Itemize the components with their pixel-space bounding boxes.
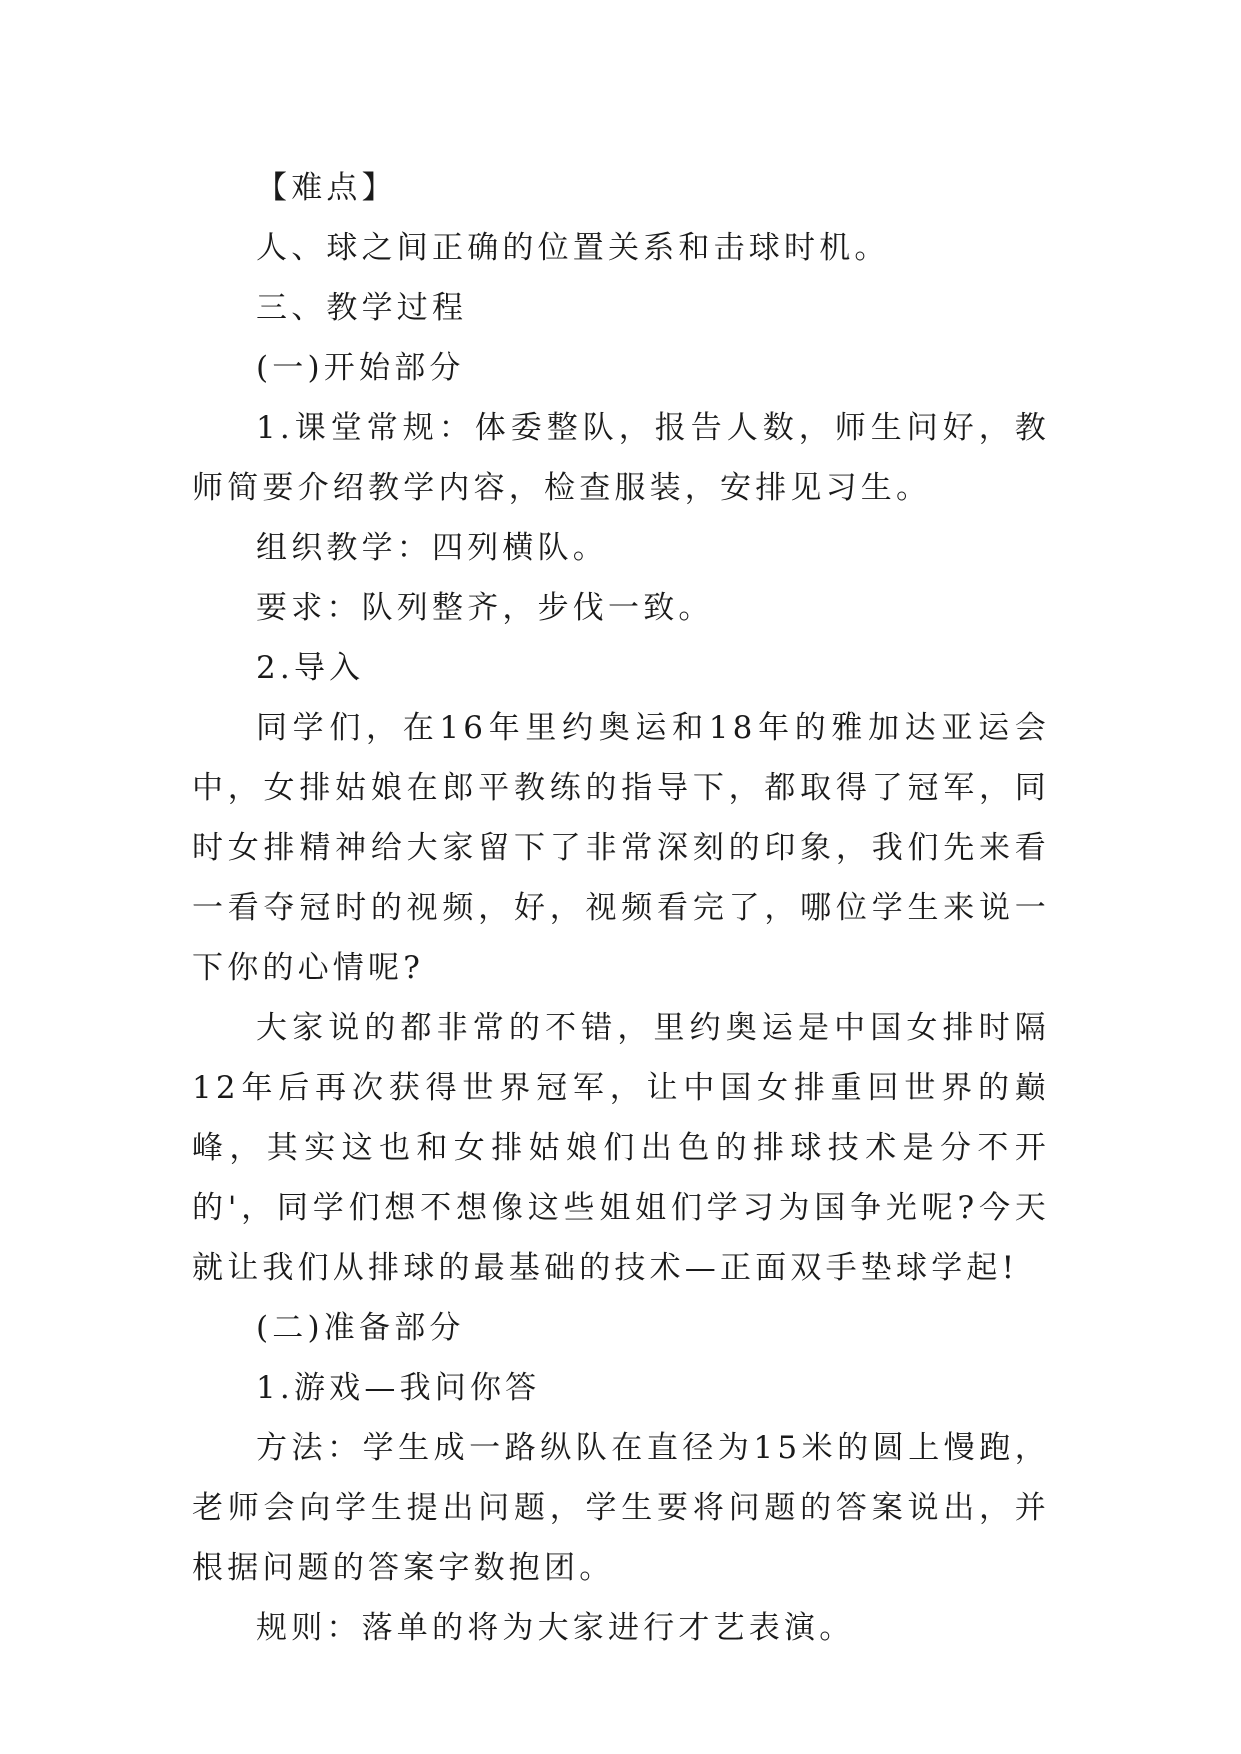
difficulty-text: 人、球之间正确的位置关系和击球时机。 (256, 230, 890, 266)
paragraph-game-method: 方法：学生成一路纵队在直径为15米的圆上慢跑，老师会向学生提出问题，学生要将问题的答案说出，并根据问题的答案字数抱团。 (192, 1430, 1050, 1586)
paragraph-class-routine: 1.课堂常规：体委整队，报告人数，师生问好，教师简要介绍教学内容，检查服装，安排见习生。 (192, 410, 1050, 506)
paragraph-requirement: 要求：队列整齐，步伐一致。 (256, 590, 714, 626)
item-introduction-heading: 2.导入 (256, 650, 365, 686)
heading-difficulty: 【难点】 (256, 170, 397, 206)
paragraph-introduction-1: 同学们，在16年里约奥运和18年的雅加达亚运会中，女排姑娘在郎平教练的指导下，都取得了冠军，同时女排精神给大家留下了非常深刻的印象，我们先来看一看夺冠时的视频，好，视频看完了，哪位学生来说一下你的心情呢? (192, 710, 1050, 986)
paragraph-introduction-2: 大家说的都非常的不错，里约奥运是中国女排时隔12年后再次获得世界冠军，让中国女排重回世界的巅峰，其实这也和女排姑娘们出色的排球技术是分不开的'，同学们想不想像这些姐姐们学习为国争光呢?今天就让我们从排球的最基础的技术—正面双手垫球学起! (192, 1010, 1050, 1286)
document-body (192, 158, 1050, 1658)
item-game-heading: 1.游戏—我问你答 (256, 1370, 541, 1406)
subsection-heading-preparation: (二)准备部分 (256, 1310, 465, 1346)
paragraph-game-rule: 规则：落单的将为大家进行才艺表演。 (256, 1610, 855, 1646)
section-heading-teaching-process: 三、教学过程 (256, 290, 468, 326)
paragraph-organization: 组织教学：四列横队。 (256, 530, 608, 566)
subsection-heading-opening: (一)开始部分 (256, 350, 465, 386)
